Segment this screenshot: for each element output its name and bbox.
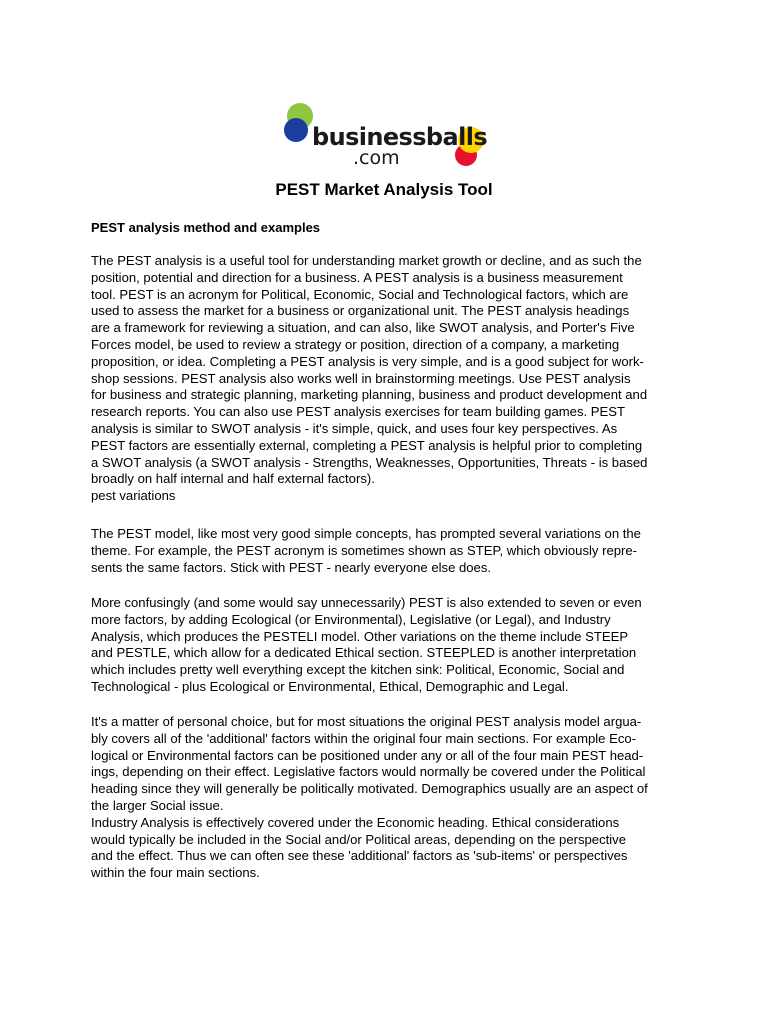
paragraph-intro bbox=[91, 253, 689, 505]
text-line: are a framework for reviewing a situation, and can also, like SWOT analysis, and Porter's Five bbox=[91, 320, 635, 336]
text-line: pest variations bbox=[91, 488, 176, 504]
text-line: Analysis, which produces the PESTELI model. Other variations on the theme include STEEP bbox=[91, 628, 629, 644]
text-line: Technological - plus Ecological or Environmental, Ethical, Demographic and Legal. bbox=[91, 678, 569, 694]
text-line: more factors, by adding Ecological (or Environmental), Legislative (or Legal), and Industry bbox=[91, 611, 611, 627]
paragraph-extensions bbox=[91, 595, 689, 696]
text-line: broadly on half internal and half external factors). bbox=[91, 471, 375, 487]
text-line: and the effect. Thus we can often see these 'additional' factors as 'sub-items' or perspectives bbox=[91, 848, 628, 864]
text-line: for business and strategic planning, marketing planning, business and product development and bbox=[91, 387, 648, 403]
text-line: a SWOT analysis (a SWOT analysis - Strengths, Weaknesses, Opportunities, Threats - is based bbox=[91, 454, 648, 470]
text-line: The PEST model, like most very good simple concepts, has prompted several variations on the bbox=[91, 526, 641, 541]
text-line: would typically be included in the Social and/or Political areas, depending on the perspective bbox=[91, 831, 626, 847]
text-line: Forces model, be used to review a strategy or position, direction of a company, a marketing bbox=[91, 336, 620, 352]
logo-domain: .com bbox=[353, 147, 400, 169]
text-line: theme. For example, the PEST acronym is sometimes shown as STEP, which obviously repre- bbox=[91, 542, 638, 558]
logo-graphic bbox=[282, 101, 492, 173]
section-heading: PEST analysis method and examples bbox=[91, 220, 321, 235]
text-line: shop sessions. PEST analysis also works well in brainstorming meetings. Use PEST analysis bbox=[91, 370, 631, 386]
text-line: and PESTLE, which allow for a dedicated Ethical section. STEEPLED is another interpretation bbox=[91, 645, 637, 661]
text-line: analysis is similar to SWOT analysis - it's simple, quick, and uses four key perspectives. As bbox=[91, 420, 618, 436]
text-line: which includes pretty well everything except the kitchen sink: Political, Economic, Social and bbox=[91, 662, 625, 678]
text-line: ings, depending on their effect. Legislative factors would normally be covered under the Political bbox=[91, 764, 646, 780]
paragraph-variations bbox=[91, 526, 689, 576]
page-title: PEST Market Analysis Tool bbox=[275, 180, 493, 199]
text-line: tool. PEST is an acronym for Political, Economic, Social and Technological factors, which are bbox=[91, 286, 629, 302]
text-line: PEST factors are essentially external, completing a PEST analysis is helpful prior to completing bbox=[91, 437, 643, 453]
logo-blue-ball-icon bbox=[284, 118, 308, 142]
text-line: sents the same factors. Stick with PEST - nearly everyone else does. bbox=[91, 559, 492, 575]
logo-wordmark: businessballs bbox=[312, 123, 488, 151]
text-line: position, potential and direction for a business. A PEST analysis is a business measurement bbox=[91, 269, 623, 285]
text-line: The PEST analysis is a useful tool for understanding market growth or decline, and as such the bbox=[91, 253, 642, 268]
paragraph-personal-choice bbox=[91, 714, 689, 882]
text-line: within the four main sections. bbox=[91, 865, 260, 881]
text-line: More confusingly (and some would say unnecessarily) PEST is also extended to seven or even bbox=[91, 595, 642, 610]
text-line: It's a matter of personal choice, but for most situations the original PEST analysis model argua- bbox=[91, 714, 642, 729]
text-line: Industry Analysis is effectively covered under the Economic heading. Ethical considerations bbox=[91, 814, 620, 830]
text-line: used to assess the market for a business or organizational unit. The PEST analysis headings bbox=[91, 303, 630, 319]
text-line: the larger Social issue. bbox=[91, 797, 224, 813]
text-line: proposition, or idea. Completing a PEST analysis is very simple, and is a good subject for work- bbox=[91, 353, 644, 369]
text-line: bly covers all of the 'additional' factors within the original four main sections. For example Eco- bbox=[91, 730, 637, 746]
text-line: heading since they will generally be politically motivated. Demographics usually are an aspect of bbox=[91, 781, 648, 797]
businessballs-logo bbox=[282, 101, 492, 173]
text-line: logical or Environmental factors can be positioned under any or all of the four main PEST head- bbox=[91, 747, 644, 763]
text-line: research reports. You can also use PEST analysis exercises for team building games. PEST bbox=[91, 404, 625, 420]
